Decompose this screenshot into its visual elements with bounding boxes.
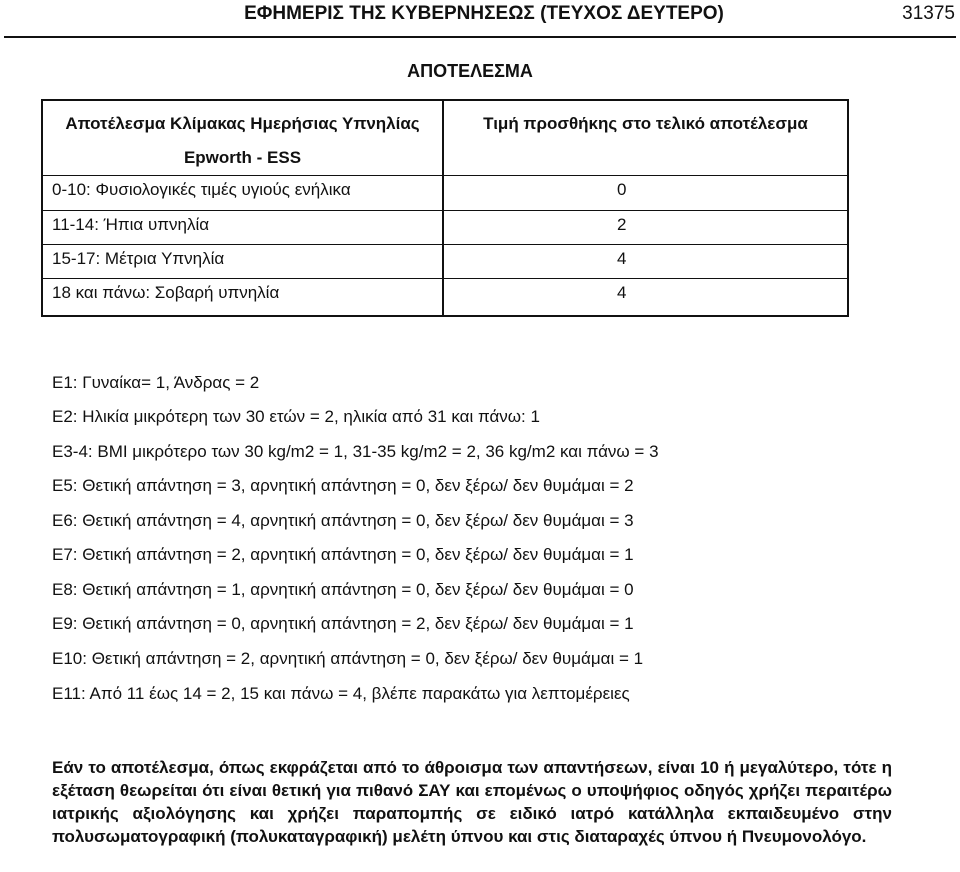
table-cell-value: 4 (617, 283, 627, 302)
scoring-note: Ε8: Θετική απάντηση = 1, αρνητική απάντηση = 0, δεν ξέρω/ δεν θυμάμαι = 0 (52, 580, 634, 599)
scoring-note: Ε9: Θετική απάντηση = 0, αρνητική απάντηση = 2, δεν ξέρω/ δεν θυμάμαι = 1 (52, 614, 634, 633)
scoring-note: Ε7: Θετική απάντηση = 2, αρνητική απάντηση = 0, δεν ξέρω/ δεν θυμάμαι = 1 (52, 545, 634, 564)
table-cell-range: 0-10: Φυσιολογικές τιμές υγιούς ενήλικα (52, 180, 351, 199)
scoring-note: Ε10: Θετική απάντηση = 2, αρνητική απάντηση = 0, δεν ξέρω/ δεν θυμάμαι = 1 (52, 649, 644, 668)
column-header-value: Τιμή προσθήκης στο τελικό αποτέλεσμα (483, 114, 808, 133)
scoring-note: Ε6: Θετική απάντηση = 4, αρνητική απάντηση = 0, δεν ξέρω/ δεν θυμάμαι = 3 (52, 511, 634, 530)
header-divider (4, 36, 956, 38)
scoring-note: Ε3-4: ΒΜΙ μικρότερο των 30 kg/m2 = 1, 31-35 kg/m2 = 2, 36 kg/m2 και πάνω = 3 (52, 442, 659, 461)
table-title: ΑΠΟΤΕΛΕΣΜΑ (407, 61, 533, 81)
table-cell-range: 15-17: Μέτρια Υπνηλία (52, 249, 225, 268)
page-number: 31375 (902, 3, 955, 24)
scoring-note: Ε5: Θετική απάντηση = 3, αρνητική απάντηση = 0, δεν ξέρω/ δεν θυμάμαι = 2 (52, 476, 634, 495)
table-cell-range: 18 και πάνω: Σοβαρή υπνηλία (52, 283, 280, 302)
result-table (41, 99, 849, 317)
scoring-note: Ε11: Από 11 έως 14 = 2, 15 και πάνω = 4, βλέπε παρακάτω για λεπτομέρειες (52, 684, 630, 703)
table-cell-value: 0 (617, 180, 627, 199)
scoring-note: Ε1: Γυναίκα= 1, Άνδρας = 2 (52, 373, 260, 392)
table-cell-value: 4 (617, 249, 627, 268)
result-interpretation: Εάν το αποτέλεσμα, όπως εκφράζεται από το άθροισμα των απαντήσεων, είναι 10 ή μεγαλύτερο, τότε η εξέταση θεωρείται ότι είναι θετική για πιθανό ΣΑΥ και επομένως ο υποψήφιος οδηγός χρήζει περαιτέρω ιατρικής αξιολόγησης και χρήζει παραπομπής σε ειδικό ιατρό κατάλληλα εκπαιδευμένο στην πολυσωματογραφική (πολυκαταγραφική) μελέτη ύπνου και στις διαταραχές ύπνου ή Πνευμονολόγο. (52, 758, 892, 846)
column-header-score: Αποτέλεσμα Κλίμακας Ημερήσιας Υπνηλίας Epworth - ESS (65, 114, 420, 167)
table-cell-range: 11-14: Ήπια υπνηλία (52, 215, 210, 234)
gazette-title: ΕΦΗΜΕΡΙΣ ΤΗΣ ΚΥΒΕΡΝΗΣΕΩΣ (ΤΕΥΧΟΣ ΔΕΥΤΕΡΟ) (244, 3, 724, 24)
table-cell-value: 2 (617, 215, 627, 234)
scoring-note: Ε2: Ηλικία μικρότερη των 30 ετών = 2, ηλικία από 31 και πάνω: 1 (52, 407, 540, 426)
